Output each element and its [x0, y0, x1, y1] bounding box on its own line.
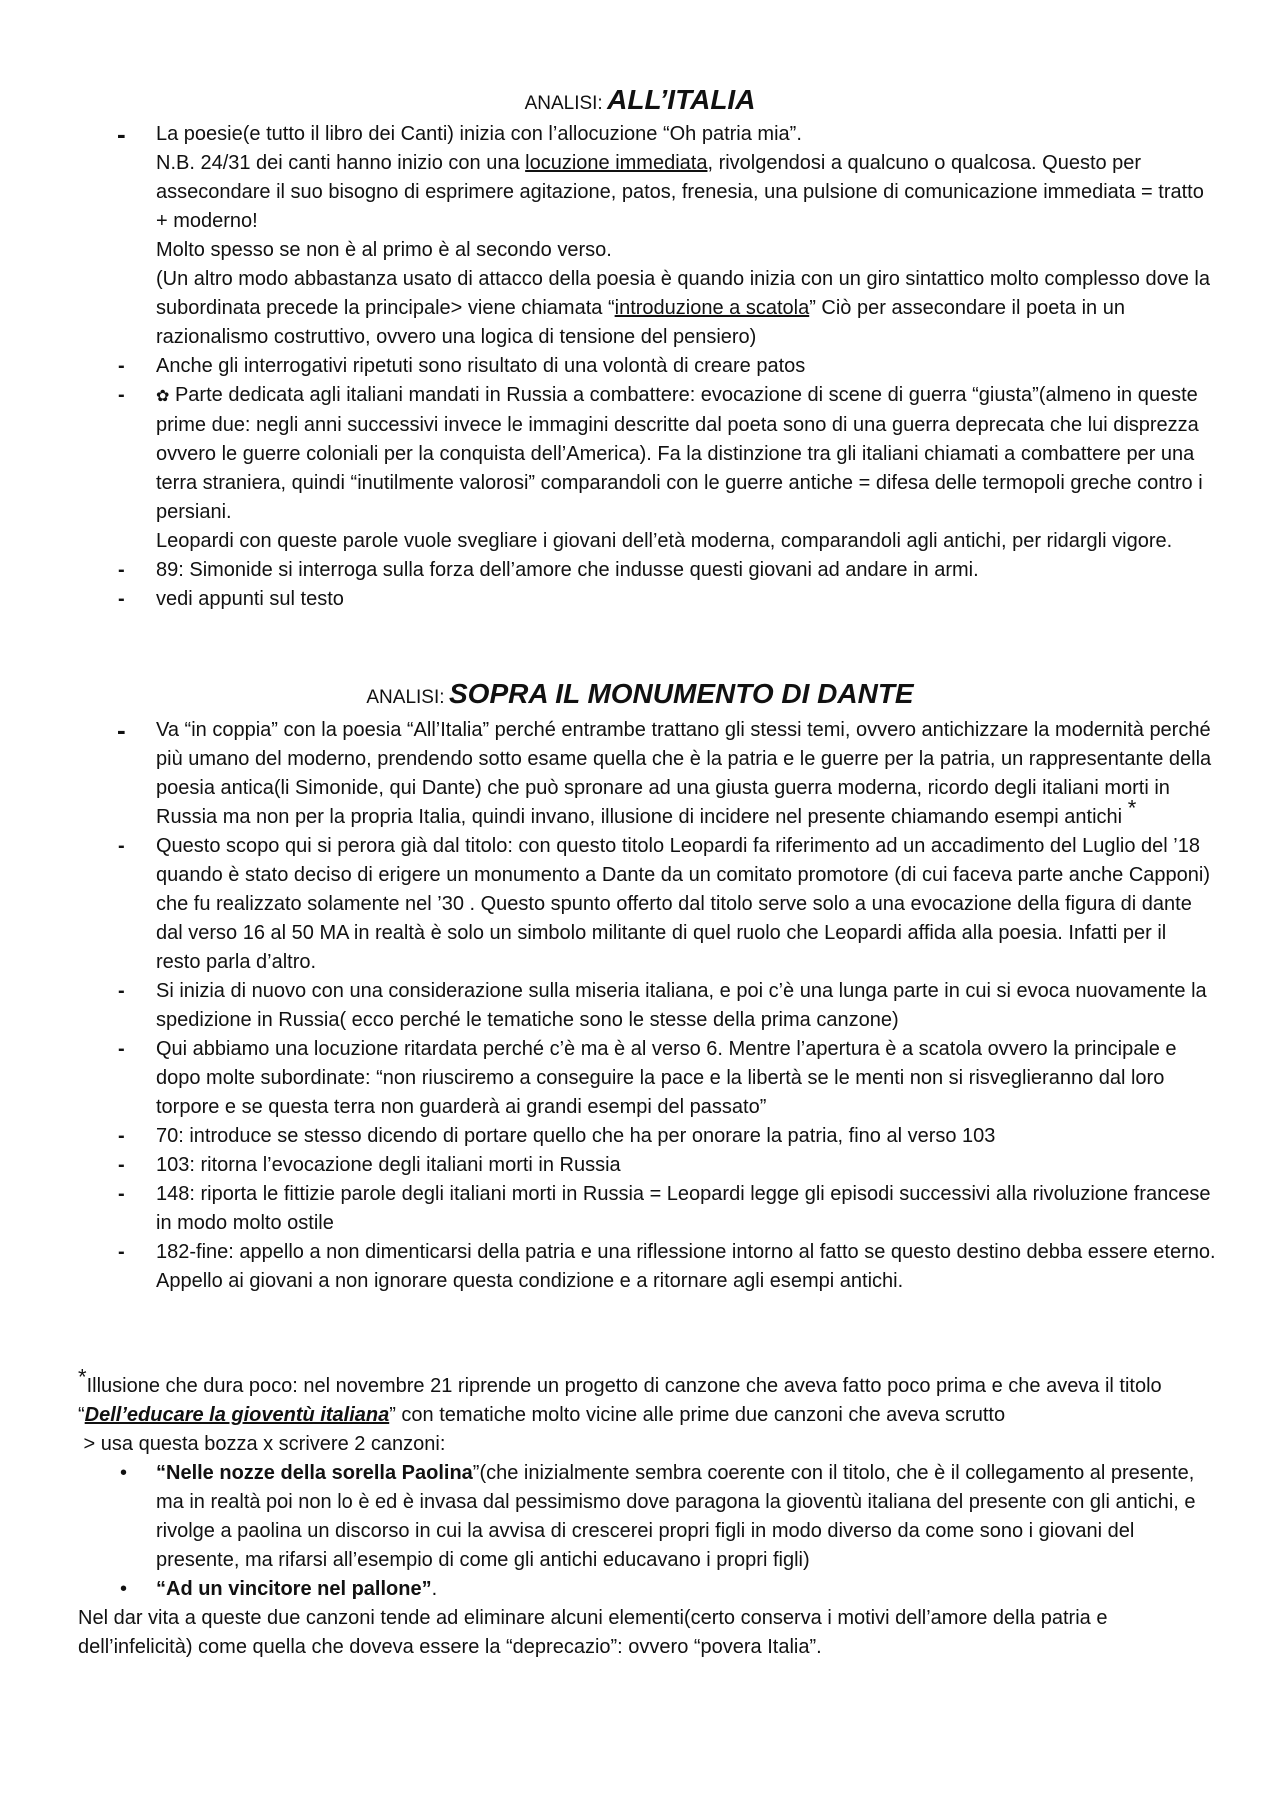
text-span: , rivolgendosi a qualcuno o qualcosa. Questo per assecondare il suo bisogno di esprimere agitazione, patos, frenesia, una pulsione di comunicazione immediata = tratto + moderno!: [156, 152, 1204, 232]
footnote-star: *: [78, 1364, 87, 1390]
footnote: [78, 1364, 1218, 1662]
list-item: [0, 352, 1280, 381]
text-span: ” Ciò per assecondare il poeta in un razionalismo costruttivo, ovvero una logica di tensione del pensiero): [156, 297, 1125, 348]
canzone-title: “Ad un vincitore nel pallone”: [156, 1578, 432, 1600]
draft-title: Dell’educare la gioventù italiana: [84, 1404, 390, 1426]
text-span: (Un altro modo abbastanza usato di attacco della poesia è quando inizia con un giro sintattico molto complesso dove la subordinata precede la principale> viene chiamata “: [156, 268, 1210, 319]
item-text: vedi appunti sul testo: [156, 588, 344, 610]
item-text: Questo scopo qui si perora già dal titolo: con questo titolo Leopardi fa riferimento ad un accadimento del Luglio del ’18 quando è stato deciso di erigere un monumento a Dante da un comitato promotore (di cui faceva parte anche Capponi) che fu realizzato solamente nel ’30 . Questo spunto offerto dal titolo serve solo a una evocazione della figura di dante dal verso 16 al 50 MA in realtà è solo un simbolo militante di quel ruolo che Leopardi affida alla poesia. Infatti per il resto parla d’altro.: [156, 835, 1210, 973]
dash-marker: -: [118, 1038, 125, 1060]
heading-title: SOPRA IL MONUMENTO DI DANTE: [448, 678, 914, 709]
list-item: [0, 832, 1280, 977]
section-list-all-italia: [0, 120, 1280, 614]
item-text: [156, 716, 1216, 832]
item-text: Qui abbiamo una locuzione ritardata perché c’è ma è al verso 6. Mentre l’apertura è a scatola ovvero la principale e dopo molte subordinate: “non riusciremo a conseguire la pace e la libertà se le menti non si risveglieranno dal loro torpore e se questa terra non guarderà ai grandi esempi del passato”: [156, 1038, 1177, 1118]
dash-marker: -: [118, 559, 125, 581]
item-text: [156, 120, 1216, 352]
dash-marker: -: [118, 355, 125, 377]
footnote-star: *: [1127, 795, 1137, 821]
dash-marker: -: [118, 1125, 125, 1147]
item-text: Anche gli interrogativi ripetuti sono risultato di una volontà di creare patos: [156, 355, 806, 377]
underlined-term: locuzione immediata: [525, 152, 708, 174]
item-line: Leopardi con queste parole vuole svegliare i giovani dell’età moderna, comparandoli agli antichi, per ridargli vigore.: [156, 530, 1173, 552]
item-line: Molto spesso se non è al primo è al secondo verso.: [156, 239, 612, 261]
item-line: [156, 381, 1216, 527]
list-item: [0, 977, 1280, 1035]
list-item: [0, 1035, 1280, 1122]
text-span: Va “in coppia” con la poesia “All’Italia” perché entrambe trattano gli stessi temi, ovvero antichizzare la modernità perché più umano del moderno, prendendo sotto esame quella che è la patria e le guerre per la patria, un rappresentante della poesia antica(li Simonide, qui Dante) che può spronare ad una giusta guerra moderna, ricordo degli italiani morti in Russia ma non per la propria Italia, quindi invano, illusione di incidere nel presente chiamando esempi antichi: [156, 719, 1212, 828]
section-heading-all-italia: [0, 84, 1280, 116]
closing-paragraph: Nel dar vita a queste due canzoni tende ad eliminare alcuni elementi(certo conserva i motivi dell’amore della patria e dell’infelicità) come quella che doveva essere la “deprecazio”: ovvero “povera Italia”.: [78, 1607, 1108, 1658]
bullet-text: [156, 1575, 1218, 1604]
canzone-title: “Nelle nozze della sorella Paolina: [156, 1462, 473, 1484]
text-span: ”(che inizialmente sembra coerente con il titolo, che è il collegamento al presente, ma in realtà poi non lo è ed è invasa dal pessimismo dove paragona la gioventù italiana del presente con gli antichi, e rivolge a paolina un discorso in cui la avvisa di crescerei propri figli in modo diverso da come sono i giovani del presente, ma rifarsi all’esempio di come gli antichi educavano i propri figli): [156, 1462, 1196, 1571]
section-heading-monumento-dante: [0, 678, 1280, 710]
dash-marker: -: [118, 1183, 125, 1205]
dash-marker: -: [117, 119, 126, 149]
list-item: [0, 1122, 1280, 1151]
text-span: N.B. 24/31 dei canti hanno inizio con una: [156, 152, 526, 174]
text-span: .: [431, 1578, 438, 1600]
item-line: [156, 265, 1216, 352]
list-item: [0, 1151, 1280, 1180]
bullet-text: [156, 1459, 1218, 1575]
dash-marker: -: [118, 588, 125, 610]
list-item: [0, 1180, 1280, 1238]
list-item: [0, 556, 1280, 585]
text-span: Parte dedicata agli italiani mandati in Russia a combattere: evocazione di scene di guerra “giusta”(almeno in queste prime due: negli anni successivi invece le immagini descritte dal poeta sono di una guerra deprecata che lui disprezza ovvero le guerre coloniali per la conquista dell’America). Fa la distinzione tra gli italiani chiamati a combattere per una terra straniera, quindi “inutilmente valorosi” comparandoli con le guerre antiche = difesa delle termopoli greche contro i persiani.: [156, 384, 1203, 523]
text-span: ” con tematiche molto vicine alle prime due canzoni che aveva scrutto: [389, 1404, 1006, 1426]
item-text: 148: riporta le fittizie parole degli italiani morti in Russia = Leopardi legge gli episodi successivi alla rivoluzione francese in modo molto ostile: [156, 1183, 1211, 1234]
list-item: [0, 381, 1280, 556]
footnote-intro: [78, 1364, 1218, 1430]
list-item: [0, 585, 1280, 614]
item-text: 182-fine: appello a non dimenticarsi della patria e una riflessione intorno al fatto se questo destino debba essere eterno. Appello ai giovani a non ignorare questa condizione e a ritornare agli esempi antichi.: [156, 1241, 1216, 1292]
flower-icon: ✿: [156, 388, 170, 405]
list-item: [0, 716, 1280, 832]
underlined-term: introduzione a scatola: [614, 297, 810, 319]
bullet-item: [78, 1459, 1218, 1575]
item-line: La poesie(e tutto il libro dei Canti) inizia con l’allocuzione “Oh patria mia”.: [156, 123, 802, 145]
item-text: 89: Simonide si interroga sulla forza dell’amore che indusse questi giovani ad andare in armi.: [156, 559, 979, 581]
heading-prefix: ANALISI:: [366, 687, 445, 708]
item-line: [156, 149, 1216, 236]
heading-title: ALL’ITALIA: [607, 84, 756, 115]
section-list-monumento-dante: [0, 716, 1280, 1296]
dash-marker: -: [118, 1154, 125, 1176]
dash-marker: -: [118, 1241, 125, 1263]
list-item: [0, 1238, 1280, 1296]
dash-marker: -: [117, 715, 126, 745]
dash-marker: -: [118, 835, 125, 857]
bullet-marker: •: [120, 1578, 128, 1600]
item-text: Si inizia di nuovo con una considerazione sulla miseria italiana, e poi c’è una lunga parte in cui si evoca nuovamente la spedizione in Russia( ecco perché le tematiche sono le stesse della prima canzone): [156, 980, 1207, 1031]
item-text: 70: introduce se stesso dicendo di portare quello che ha per onorare la patria, fino al verso 103: [156, 1125, 996, 1147]
text-span: Illusione che dura poco: nel novembre 21 riprende un progetto di canzone che aveva fatto poco prima e che aveva il titolo “: [78, 1375, 1162, 1426]
list-item: [0, 120, 1280, 352]
item-text: [156, 381, 1216, 556]
footnote-line: > usa questa bozza x scrivere 2 canzoni:: [78, 1433, 446, 1455]
item-text: 103: ritorna l’evocazione degli italiani morti in Russia: [156, 1154, 621, 1176]
dash-marker: -: [118, 384, 125, 406]
heading-prefix: ANALISI:: [524, 93, 603, 114]
bullet-item: [78, 1575, 1218, 1604]
dash-marker: -: [118, 980, 125, 1002]
bullet-marker: •: [120, 1462, 128, 1484]
